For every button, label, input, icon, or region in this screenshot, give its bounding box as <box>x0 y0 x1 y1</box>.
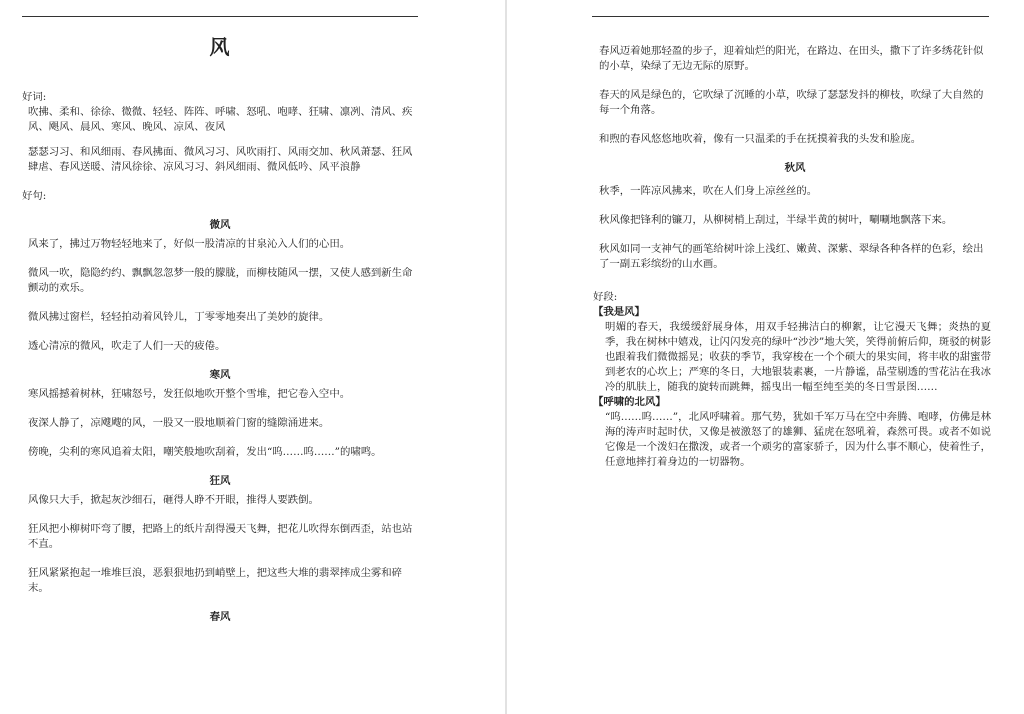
left-page <box>0 0 505 714</box>
paragraph: 傍晚，尖利的寒风追着太阳，嘲笑般地吹刮着，发出“呜……呜……”的啸鸣。 <box>28 446 382 458</box>
left-column <box>22 34 418 625</box>
page-title: 风 <box>209 35 231 59</box>
paragraph: 风像只大手，掀起灰沙细石，砸得人睁不开眼，推得人要跌倒。 <box>28 494 319 506</box>
paragraph: 狂风紧紧抱起一堆堆巨浪，恶狠狠地扔到峭壁上，把这些大堆的翡翠摔成尘雾和碎末。 <box>28 567 403 594</box>
good-words-label: 好词: <box>22 91 47 103</box>
section-heading-breeze: 微风 <box>209 219 231 231</box>
good-segments-label: 好段: <box>593 291 618 303</box>
segment-heading: 【我是风】 <box>593 306 645 318</box>
paragraph: 透心清凉的微风，吹走了人们一天的疲倦。 <box>28 340 226 352</box>
good-words-list: 吹拂、柔和、徐徐、微微、轻轻、阵阵、呼啸、怒吼、咆哮、狂啸、凛冽、清风、疾风、飓风、晨风、寒风、晚风、凉风、夜风 <box>28 106 413 133</box>
paragraph: 秋季，一阵凉风拂来，吹在人们身上凉丝丝的。 <box>599 185 818 197</box>
paragraph: 风来了，拂过万物轻轻地来了，好似一股清凉的甘泉沁入人们的心田。 <box>28 238 351 250</box>
paragraph: 微风拂过窗栏，轻轻拍动着风铃儿，丁零零地奏出了美妙的旋律。 <box>28 311 330 323</box>
section-heading-cold-wind: 寒风 <box>209 369 231 381</box>
paragraph: 秋风像把锋利的镰刀，从柳树梢上刮过，半绿半黄的树叶，唰唰地飘落下来。 <box>599 214 953 226</box>
paragraph: 夜深人静了，凉飕飕的风，一股又一股地顺着门窗的缝隙涌进来。 <box>28 417 330 429</box>
paragraph: 和煦的春风悠悠地吹着，像有一只温柔的手在抚摸着我的头发和脸庞。 <box>599 133 922 145</box>
right-page <box>507 0 1024 714</box>
good-sentences-label: 好句: <box>22 190 47 202</box>
paragraph: 狂风把小柳树吓弯了腰，把路上的纸片刮得漫天飞舞，把花儿吹得东倒西歪，站也站不直。 <box>28 523 413 550</box>
paragraph: 微风一吹，隐隐约约、飘飘忽忽梦一般的朦胧，而柳枝随风一摆，又使人感到新生命颤动的欢乐。 <box>28 267 413 294</box>
good-phrases-list: 瑟瑟习习、和风细雨、春风拂面、微风习习、风吹雨打、风雨交加、秋风萧瑟、狂风肆虐、春风送暖、清风徐徐、凉风习习、斜风细雨、微风低吟、风平浪静 <box>28 146 413 173</box>
paragraph: 春风迈着她那轻盈的步子，迎着灿烂的阳光，在路边、在田头，撒下了许多绣花针似的小草，染绿了无边无际的原野。 <box>599 45 984 72</box>
segment-body: “呜……呜……”，北风呼啸着。那气势，犹如千军万马在空中奔腾、咆哮，仿佛是林海的涛声时起时伏，又像是被激怒了的雄狮、猛虎在怒吼着，森然可畏。或者不如说它像是一个泼妇在撒泼，或者一个顽劣的富家骄子，因为什么事不顺心，使着性子，任意地摔打着身边的一切器物。 <box>605 411 991 468</box>
segment-body: 明媚的春天，我缓缓舒展身体，用双手轻拂洁白的柳絮，让它漫天飞舞；炎热的夏季，我在树林中嬉戏，让闪闪发亮的绿叶“沙沙”地大笑，笑得前俯后仰，斑驳的树影也跟着我们微微摇晃；收获的季节，我穿梭在一个个硕大的果实间，将丰收的甜蜜带到老农的心坎上；严寒的冬日，大地银装素裹，一片静谧，晶莹剔透的雪花沾在我冰冷的肌肤上，随我的旋转而跳舞，摇曳出一幅至纯至美的冬日雪景图…… <box>605 321 991 393</box>
top-rule <box>592 16 989 17</box>
segment-heading: 【呼啸的北风】 <box>593 396 666 408</box>
section-heading-spring-wind: 春风 <box>209 611 231 623</box>
paragraph: 寒风摇撼着树林，狂啸怒号，发狂似地吹开整个雪堆，把它卷入空中。 <box>28 388 351 400</box>
section-heading-gale: 狂风 <box>209 475 231 487</box>
paragraph: 秋风如同一支神气的画笔给树叶涂上浅红、嫩黄、深紫、翠绿各种各样的色彩，绘出了一副五彩缤纷的山水画。 <box>599 243 984 270</box>
paragraph: 春天的风是绿色的，它吹绿了沉睡的小草，吹绿了瑟瑟发抖的柳枝，吹绿了大自然的每一个角落。 <box>599 89 984 116</box>
right-column <box>593 44 991 470</box>
section-heading-autumn-wind: 秋风 <box>784 162 806 174</box>
top-rule <box>22 16 418 17</box>
